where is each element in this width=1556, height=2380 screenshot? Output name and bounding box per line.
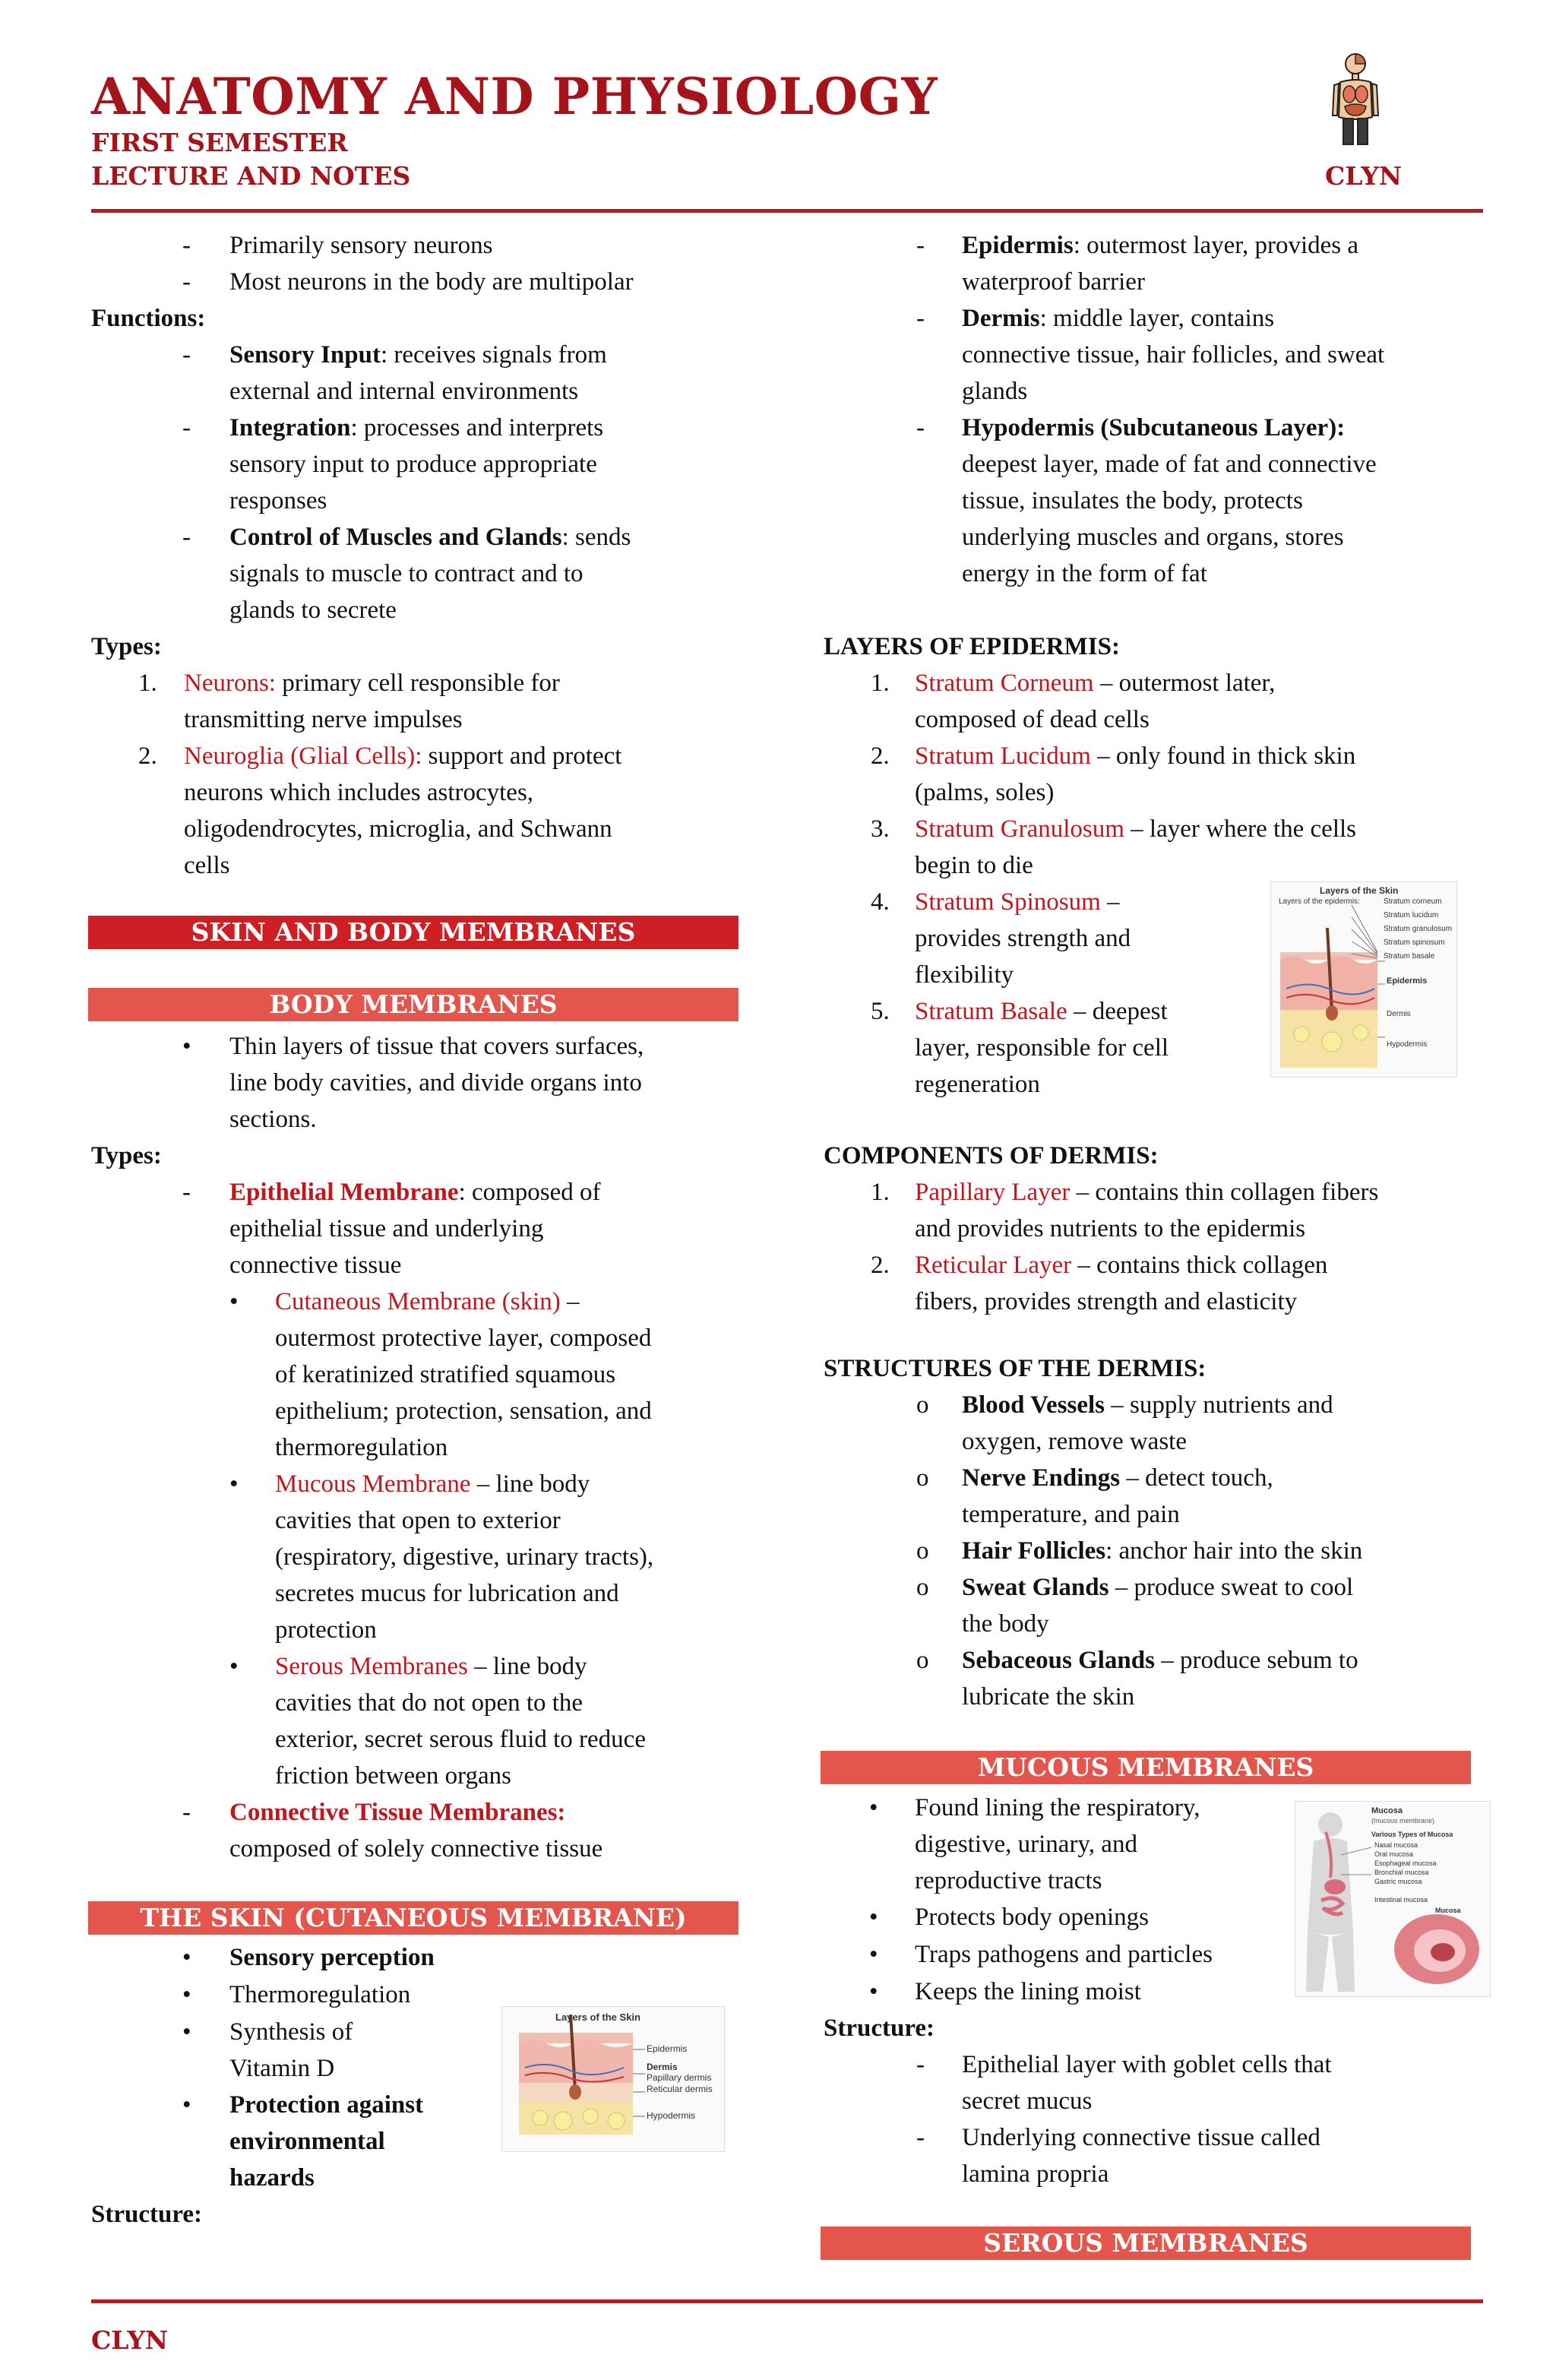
list-item-cont: cells: [184, 852, 230, 879]
term: Control of Muscles and Glands: [229, 524, 562, 551]
circle-bullet: o: [916, 1464, 929, 1492]
list-item: [962, 227, 1358, 264]
list-item-cont: thermoregulation: [275, 1434, 448, 1461]
bullet: •: [869, 1794, 878, 1821]
anatomy-body-icon: [1331, 52, 1380, 146]
list-item-cont: hazards: [229, 2164, 315, 2192]
list-item: Keeps the lining moist: [915, 1978, 1141, 2005]
list-item: [962, 300, 1274, 337]
section-bar-serous-membranes: SEROUS MEMBRANES: [821, 2227, 1471, 2260]
list-item: [184, 738, 621, 774]
list-item: [275, 1466, 590, 1502]
definition: : sends: [561, 524, 631, 551]
dash-marker: -: [182, 268, 191, 296]
list-item: [915, 993, 1168, 1030]
list-item-cont: provides strength and: [915, 925, 1131, 952]
bullet: •: [182, 1033, 191, 1060]
dash-marker: -: [182, 414, 191, 442]
term: Epidermis: [962, 232, 1074, 259]
bullet: •: [229, 1470, 239, 1498]
bullet: •: [182, 1981, 191, 2008]
layers-of-epidermis-heading: LAYERS OF EPIDERMIS:: [824, 633, 1120, 660]
list-item: Epithelial layer with goblet cells that: [962, 2051, 1332, 2078]
list-item: [275, 1648, 587, 1685]
bullet: •: [182, 2018, 191, 2046]
list-number: 4.: [871, 888, 890, 916]
list-item-cont: signals to muscle to contract and to: [229, 560, 584, 587]
list-item: [915, 884, 1120, 920]
list-item: [184, 665, 560, 701]
term: Stratum Lucidum: [915, 742, 1091, 770]
section-bar-the-skin: THE SKIN (CUTANEOUS MEMBRANE): [88, 1901, 738, 1935]
list-item-cont: secretes mucus for lubrication and: [275, 1580, 619, 1607]
list-number: 3.: [871, 815, 890, 843]
term: Neuroglia (Glial Cells):: [184, 742, 422, 770]
bullet: •: [869, 1978, 878, 2005]
definition: – only found in thick skin: [1090, 742, 1356, 770]
term: Stratum Granulosum: [915, 815, 1124, 843]
figure-label: Hypodermis: [647, 2110, 696, 2121]
definition: : composed of: [458, 1179, 601, 1206]
list-item-cont: oxygen, remove waste: [962, 1428, 1187, 1455]
definition: – layer where the cells: [1124, 815, 1357, 843]
list-item: [275, 1283, 580, 1320]
list-item-cont: begin to die: [915, 852, 1033, 879]
definition: – line body: [470, 1470, 590, 1498]
figure-label: Gastric mucosa: [1374, 1878, 1422, 1885]
term: Stratum Corneum: [915, 669, 1094, 697]
list-item: [962, 1642, 1358, 1679]
list-item: Primarily sensory neurons: [229, 232, 493, 259]
functions-heading: Functions:: [91, 305, 206, 332]
term: Reticular Layer: [915, 1252, 1072, 1279]
list-item: [229, 410, 603, 446]
list-item-cont: secret mucus: [962, 2087, 1093, 2115]
definition: – contains thin collagen fibers: [1070, 1179, 1379, 1206]
definition: support and protect: [422, 742, 622, 770]
list-item-cont: waterproof barrier: [962, 268, 1145, 296]
definition: – supply nutrients and: [1104, 1391, 1333, 1419]
list-item-cont: (respiratory, digestive, urinary tracts),: [275, 1543, 654, 1571]
definition: – produce sebum to: [1154, 1647, 1358, 1674]
figure-label: Dermis: [647, 2062, 678, 2072]
figure-label: Hypodermis: [1387, 1040, 1428, 1049]
list-item-cont: cavities that do not open to the: [275, 1689, 584, 1717]
circle-bullet: o: [916, 1574, 929, 1601]
semester-label: FIRST SEMESTER: [91, 128, 348, 157]
term: Dermis: [962, 305, 1040, 332]
components-of-dermis-heading: COMPONENTS OF DERMIS:: [824, 1142, 1159, 1169]
list-item: Sensory perception: [229, 1944, 435, 1971]
dash-marker: -: [182, 341, 191, 369]
list-item-cont: environmental: [229, 2128, 385, 2155]
figure-subtitle: Layers of the epidermis:: [1279, 897, 1360, 906]
list-item: [915, 1174, 1378, 1211]
figure-label: Mucosa: [1435, 1907, 1461, 1914]
list-item-cont: line body cavities, and divide organs into: [229, 1069, 642, 1097]
list-item: [229, 1174, 601, 1211]
list-item-cont: sensory input to produce appropriate: [229, 451, 597, 478]
term: Sensory Input: [229, 341, 381, 369]
circle-bullet: o: [916, 1647, 929, 1674]
definition: –: [1100, 888, 1120, 916]
list-number: 1.: [871, 669, 890, 697]
list-item-cont: responses: [229, 487, 327, 514]
list-item-cont: oligodendrocytes, microglia, and Schwann: [184, 815, 612, 843]
list-item-cont: the body: [962, 1610, 1049, 1638]
figure-label: Papillary dermis: [647, 2072, 712, 2083]
list-item-cont: neurons which includes astrocytes,: [184, 779, 534, 806]
list-item-cont: Vitamin D: [229, 2055, 335, 2082]
list-item: [229, 1794, 565, 1831]
list-item-cont: outermost protective layer, composed: [275, 1325, 652, 1352]
list-item-cont: fibers, provides strength and elasticity: [915, 1288, 1298, 1315]
bullet: •: [229, 1653, 239, 1680]
term: Blood Vessels: [962, 1391, 1105, 1419]
definition: : processes and interprets: [350, 414, 604, 442]
figure-label: Stratum lucidum: [1384, 911, 1439, 919]
list-item: [962, 1387, 1333, 1423]
dash-marker: -: [182, 232, 191, 259]
layers-of-skin-figure: [501, 2006, 725, 2152]
term: Hair Follicles: [962, 1537, 1106, 1565]
definition: : anchor hair into the skin: [1105, 1537, 1363, 1565]
list-item-cont: lamina propria: [962, 2160, 1109, 2188]
types-heading: Types:: [91, 1142, 162, 1169]
list-item-cont: and provides nutrients to the epidermis: [915, 1215, 1306, 1242]
mucosa-figure: [1295, 1801, 1491, 1997]
list-item: [962, 1460, 1273, 1496]
list-item-cont: cavities that open to exterior: [275, 1507, 561, 1534]
figure-label: Stratum spinosum: [1384, 938, 1445, 947]
list-item: [229, 337, 607, 373]
dash-marker: -: [916, 232, 925, 259]
list-item-cont: digestive, urinary, and: [915, 1831, 1137, 1858]
term: Neurons:: [184, 669, 276, 697]
term: Epithelial Membrane: [229, 1179, 459, 1206]
term: Connective Tissue Membranes:: [229, 1799, 566, 1826]
list-item-cont: transmitting nerve impulses: [184, 706, 463, 733]
definition: primary cell responsible for: [275, 669, 560, 697]
lecture-label: LECTURE AND NOTES: [91, 161, 411, 191]
list-item: [915, 1247, 1327, 1283]
list-item-cont: underlying muscles and organs, stores: [962, 524, 1344, 551]
section-bar-skin-and-body-membranes: SKIN AND BODY MEMBRANES: [88, 916, 738, 949]
structure-heading: Structure:: [824, 2014, 935, 2042]
author-label: CLYN: [1325, 161, 1403, 191]
dash-marker: -: [182, 1799, 191, 1826]
figure-label: Esophageal mucosa: [1374, 1859, 1437, 1867]
circle-bullet: o: [916, 1391, 929, 1419]
list-item: Thin layers of tissue that covers surfaces,: [229, 1033, 644, 1060]
structures-of-dermis-heading: STRUCTURES OF THE DERMIS:: [824, 1355, 1207, 1382]
list-item: Traps pathogens and particles: [915, 1941, 1213, 1968]
figure-label: Bronchial mucosa: [1374, 1869, 1429, 1876]
structure-heading: Structure:: [91, 2201, 203, 2228]
list-item: [229, 519, 631, 555]
list-item-cont: reproductive tracts: [915, 1867, 1102, 1894]
list-item-cont: connective tissue, hair follicles, and sweat: [962, 341, 1385, 369]
list-item-cont: friction between organs: [275, 1762, 511, 1790]
bullet: •: [182, 2091, 191, 2119]
circle-bullet: o: [916, 1537, 929, 1565]
list-item: Protects body openings: [915, 1904, 1149, 1931]
definition: : middle layer, contains: [1039, 305, 1275, 332]
list-item-cont: protection: [275, 1616, 377, 1644]
dash-marker: -: [916, 305, 925, 332]
list-item-cont: exterior, secret serous fluid to reduce: [275, 1726, 646, 1753]
list-item-cont: temperature, and pain: [962, 1501, 1180, 1528]
figure-subtitle: (mucous membrane): [1371, 1817, 1435, 1825]
figure-label: Oral mucosa: [1374, 1850, 1414, 1858]
term: Mucous Membrane: [275, 1470, 471, 1498]
list-item-cont: deepest layer, made of fat and connective: [962, 451, 1377, 478]
figure-label: Dermis: [1387, 1010, 1411, 1018]
list-item-cont: sections.: [229, 1106, 317, 1133]
dash-marker: -: [916, 2051, 925, 2078]
list-item: Underlying connective tissue called: [962, 2124, 1320, 2151]
definition: – outermost later,: [1093, 669, 1276, 697]
list-item: [915, 811, 1356, 847]
figure-label: Intestinal mucosa: [1374, 1896, 1428, 1904]
figure-label: Stratum basale: [1384, 952, 1435, 961]
epidermis-layers-figure: [1270, 881, 1457, 1078]
bullet: •: [182, 1944, 191, 1971]
list-item-cont: lubricate the skin: [962, 1683, 1135, 1711]
list-number: 2.: [138, 742, 157, 770]
figure-title: Mucosa: [1371, 1806, 1403, 1815]
term: Serous Membranes: [275, 1653, 468, 1680]
term: Integration: [229, 414, 351, 442]
list-item-cont: epithelium; protection, sensation, and: [275, 1397, 652, 1425]
term: Cutaneous Membrane (skin): [275, 1288, 561, 1315]
list-item-cont: epithelial tissue and underlying: [229, 1215, 544, 1242]
list-item-cont: (palms, soles): [915, 779, 1055, 806]
definition: –: [560, 1288, 580, 1315]
term: Sweat Glands: [962, 1574, 1109, 1601]
list-item-cont: composed of solely connective tissue: [229, 1835, 603, 1863]
definition: : outermost layer, provides a: [1073, 232, 1359, 259]
list-item-cont: connective tissue: [229, 1252, 402, 1279]
list-item-cont: composed of dead cells: [915, 706, 1150, 733]
list-item: Protection against: [229, 2091, 424, 2119]
definition: – deepest: [1067, 998, 1168, 1025]
list-item: Found lining the respiratory,: [915, 1794, 1200, 1821]
list-item: Thermoregulation: [229, 1981, 411, 2008]
list-item-cont: tissue, insulates the body, protects: [962, 487, 1303, 514]
list-item-cont: regeneration: [915, 1071, 1040, 1098]
footer-author: CLYN: [91, 2325, 169, 2355]
list-item: [915, 738, 1355, 774]
definition: – detect touch,: [1120, 1464, 1273, 1492]
list-item: [915, 665, 1275, 701]
bullet: •: [869, 1941, 878, 1968]
dash-marker: -: [916, 2124, 925, 2151]
list-item: Hypodermis (Subcutaneous Layer):: [962, 414, 1346, 442]
term: Sebaceous Glands: [962, 1647, 1155, 1674]
figure-label: Reticular dermis: [647, 2084, 713, 2094]
figure-label: Epidermis: [1387, 976, 1428, 986]
list-number: 1.: [138, 669, 157, 697]
list-number: 1.: [871, 1179, 890, 1206]
dash-marker: -: [182, 1179, 191, 1206]
dash-marker: -: [182, 524, 191, 551]
section-bar-body-membranes: BODY MEMBRANES: [88, 988, 738, 1021]
figure-label: Stratum corneum: [1384, 897, 1442, 906]
page-title: ANATOMY AND PHYSIOLOGY: [91, 67, 938, 126]
definition: – line body: [467, 1653, 587, 1680]
list-number: 5.: [871, 998, 890, 1025]
list-item-cont: glands: [962, 378, 1028, 405]
list-number: 2.: [871, 1252, 890, 1279]
term: Nerve Endings: [962, 1464, 1121, 1492]
types-heading: Types:: [91, 633, 162, 660]
definition: – produce sweat to cool: [1108, 1574, 1354, 1601]
figure-label: Stratum granulosum: [1384, 925, 1453, 933]
list-item: [962, 1533, 1362, 1569]
list-item: Most neurons in the body are multipolar: [229, 268, 634, 296]
definition: – contains thick collagen: [1071, 1252, 1328, 1279]
term: Stratum Basale: [915, 998, 1067, 1025]
list-item-cont: layer, responsible for cell: [915, 1034, 1169, 1062]
figure-label: Nasal mucosa: [1374, 1841, 1418, 1849]
term: Papillary Layer: [915, 1179, 1071, 1206]
bullet: •: [229, 1288, 239, 1315]
figure-label: Epidermis: [647, 2043, 688, 2054]
footer-divider: [91, 2299, 1483, 2303]
list-item-cont: energy in the form of fat: [962, 560, 1207, 587]
dash-marker: -: [916, 414, 925, 442]
definition: : receives signals from: [380, 341, 607, 369]
section-bar-mucous-membranes: MUCOUS MEMBRANES: [821, 1751, 1471, 1784]
term: Stratum Spinosum: [915, 888, 1101, 916]
bullet: •: [869, 1904, 878, 1931]
figure-list-title: Various Types of Mucosa: [1371, 1831, 1453, 1838]
figure-title: Layers of the Skin: [555, 2011, 640, 2023]
figure-title: Layers of the Skin: [1320, 885, 1399, 896]
list-item: [962, 1569, 1353, 1606]
header-divider: [91, 209, 1483, 213]
list-item-cont: external and internal environments: [229, 378, 579, 405]
list-item: Synthesis of: [229, 2018, 353, 2046]
list-number: 2.: [871, 742, 890, 770]
list-item-cont: flexibility: [915, 961, 1014, 989]
list-item-cont: glands to secrete: [229, 597, 397, 624]
list-item-cont: of keratinized stratified squamous: [275, 1361, 616, 1388]
